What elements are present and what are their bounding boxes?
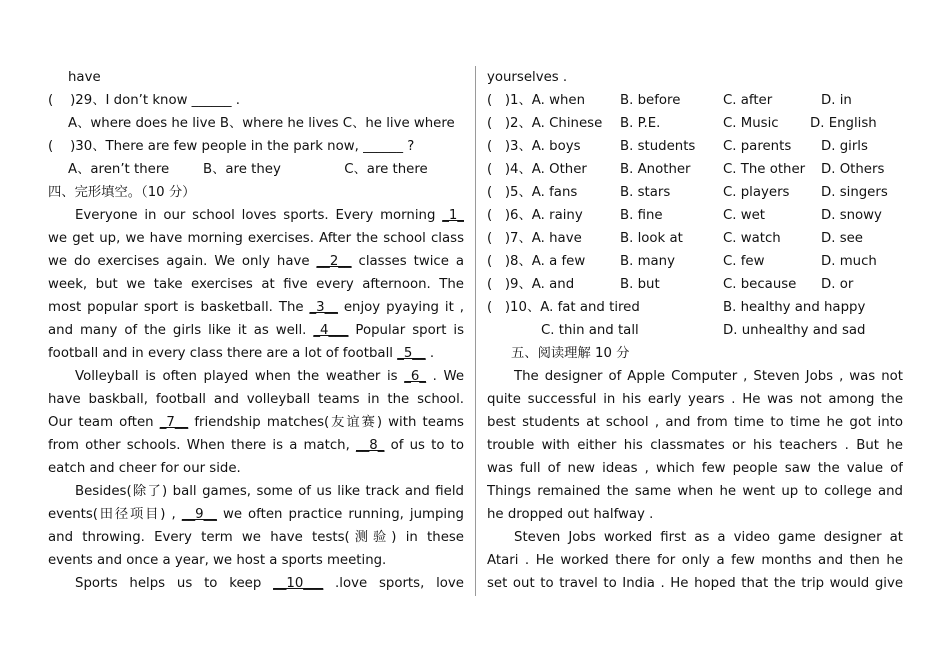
cloze-line: Besides(除了) ball games, some of us like track and field [75,484,464,499]
section-title-reading: 五、阅读理解 10 分 [511,346,630,361]
blank-3: _3__ [309,300,338,315]
cloze-line: events(田径项目) , __9__ we often practice running, jumping [48,507,464,522]
blank-8: __8_ [356,438,385,453]
cloze-line: most popular sport is basketball. The _3__ enjoy pyaying it , [48,300,464,315]
option-row-10b: C. thin and tall D. unhealthy and sad [541,323,866,338]
blank-7: _7__ [159,415,189,430]
question-29-options: A、where does he live B、where he lives C、he live where [68,116,455,131]
cloze-line: Our team often _7__ friendship matches(友谊赛) with teams [48,415,464,430]
option-row-9: ( )9、A. and B. but C. because D. or [487,277,854,292]
reading-line: The designer of Apple Computer , Steven Jobs , was not [514,369,903,384]
blank-1: _1_ [442,208,464,223]
blank-9: __9__ [181,507,217,522]
left-column [48,66,464,595]
blank-4: _4___ [313,323,349,338]
option-row-7: ( )7、A. have B. look at C. watch D. see [487,231,863,246]
question-30: ( )30、There are few people in the park now, ______ ? [48,139,415,154]
cloze-line: and throwing. Every term we have tests(测验) in these [48,530,464,545]
option-row-2: ( )2、A. Chinese B. P.E. C. Music D. English [487,116,877,131]
passage-continuation: yourselves . [487,70,568,85]
reading-line: Steven Jobs worked first as a video game designer at [514,530,903,545]
blank-6: _6_ [404,369,426,384]
column-divider [475,66,476,596]
question-continuation: have [68,70,101,85]
reading-line: best students at school , and from time to time he got into [487,415,903,430]
cloze-line: from other schools. When there is a match, __8_ of us to to [48,438,464,453]
question-30-options: A、aren’t there B、are they C、are there [68,162,428,177]
option-row-8: ( )8、A. a few B. many C. few D. much [487,254,877,269]
reading-line: Atari . He worked there for only a few months and then he [487,553,903,568]
question-29: ( )29、I don’t know ______ . [48,93,241,108]
cloze-line: we do exercises again. We only have __2__ classes twice a [48,254,464,269]
cloze-line: week, but we take exercises at five every afternoon. The [48,277,464,292]
option-row-10: ( )10、A. fat and tired B. healthy and happy [487,300,866,315]
cloze-line: have baskball, football and volleyball teams in the school. [48,392,464,407]
right-column [487,66,903,595]
option-row-3: ( )3、A. boys B. students C. parents D. girls [487,139,868,154]
cloze-line: Everyone in our school loves sports. Every morning _1_ [75,208,464,223]
cloze-line: Volleyball is often played when the weather is _6_ . We [75,369,464,384]
option-row-6: ( )6、A. rainy B. fine C. wet D. snowy [487,208,882,223]
cloze-line: football and in every class there are a lot of football _5__ . [48,346,435,361]
cloze-line: Sports helps us to keep __10___ .love sports, love [75,576,464,591]
section-title-cloze: 四、完形填空。（10 分） [48,185,196,200]
cloze-line: events and once a year, we host a sports meeting. [48,553,387,568]
option-row-5: ( )5、A. fans B. stars C. players D. singers [487,185,888,200]
reading-line: was full of new ideas , which few people saw the value of [487,461,903,476]
reading-line: Things remained the same when he went up to college and [487,484,903,499]
reading-line: trouble with either his classmates or his teachers . But he [487,438,903,453]
blank-10: __10___ [273,576,324,591]
option-row-1: ( )1、A. when B. before C. after D. in [487,93,852,108]
cloze-line: we get up, we have morning exercises. After the school class [48,231,464,246]
cloze-line: and many of the girls like it as well. _4___ Popular sport is [48,323,464,338]
blank-5: _5__ [397,346,426,361]
cloze-line: eatch and cheer for our side. [48,461,241,476]
option-row-4: ( )4、A. Other B. Another C. The other D. Others [487,162,885,177]
reading-line: quite successful in his early years . He was not among the [487,392,903,407]
reading-line: he dropped out halfway . [487,507,654,522]
blank-2: __2__ [316,254,352,269]
reading-line: set out to travel to India . He hoped that the trip would give [487,576,903,591]
